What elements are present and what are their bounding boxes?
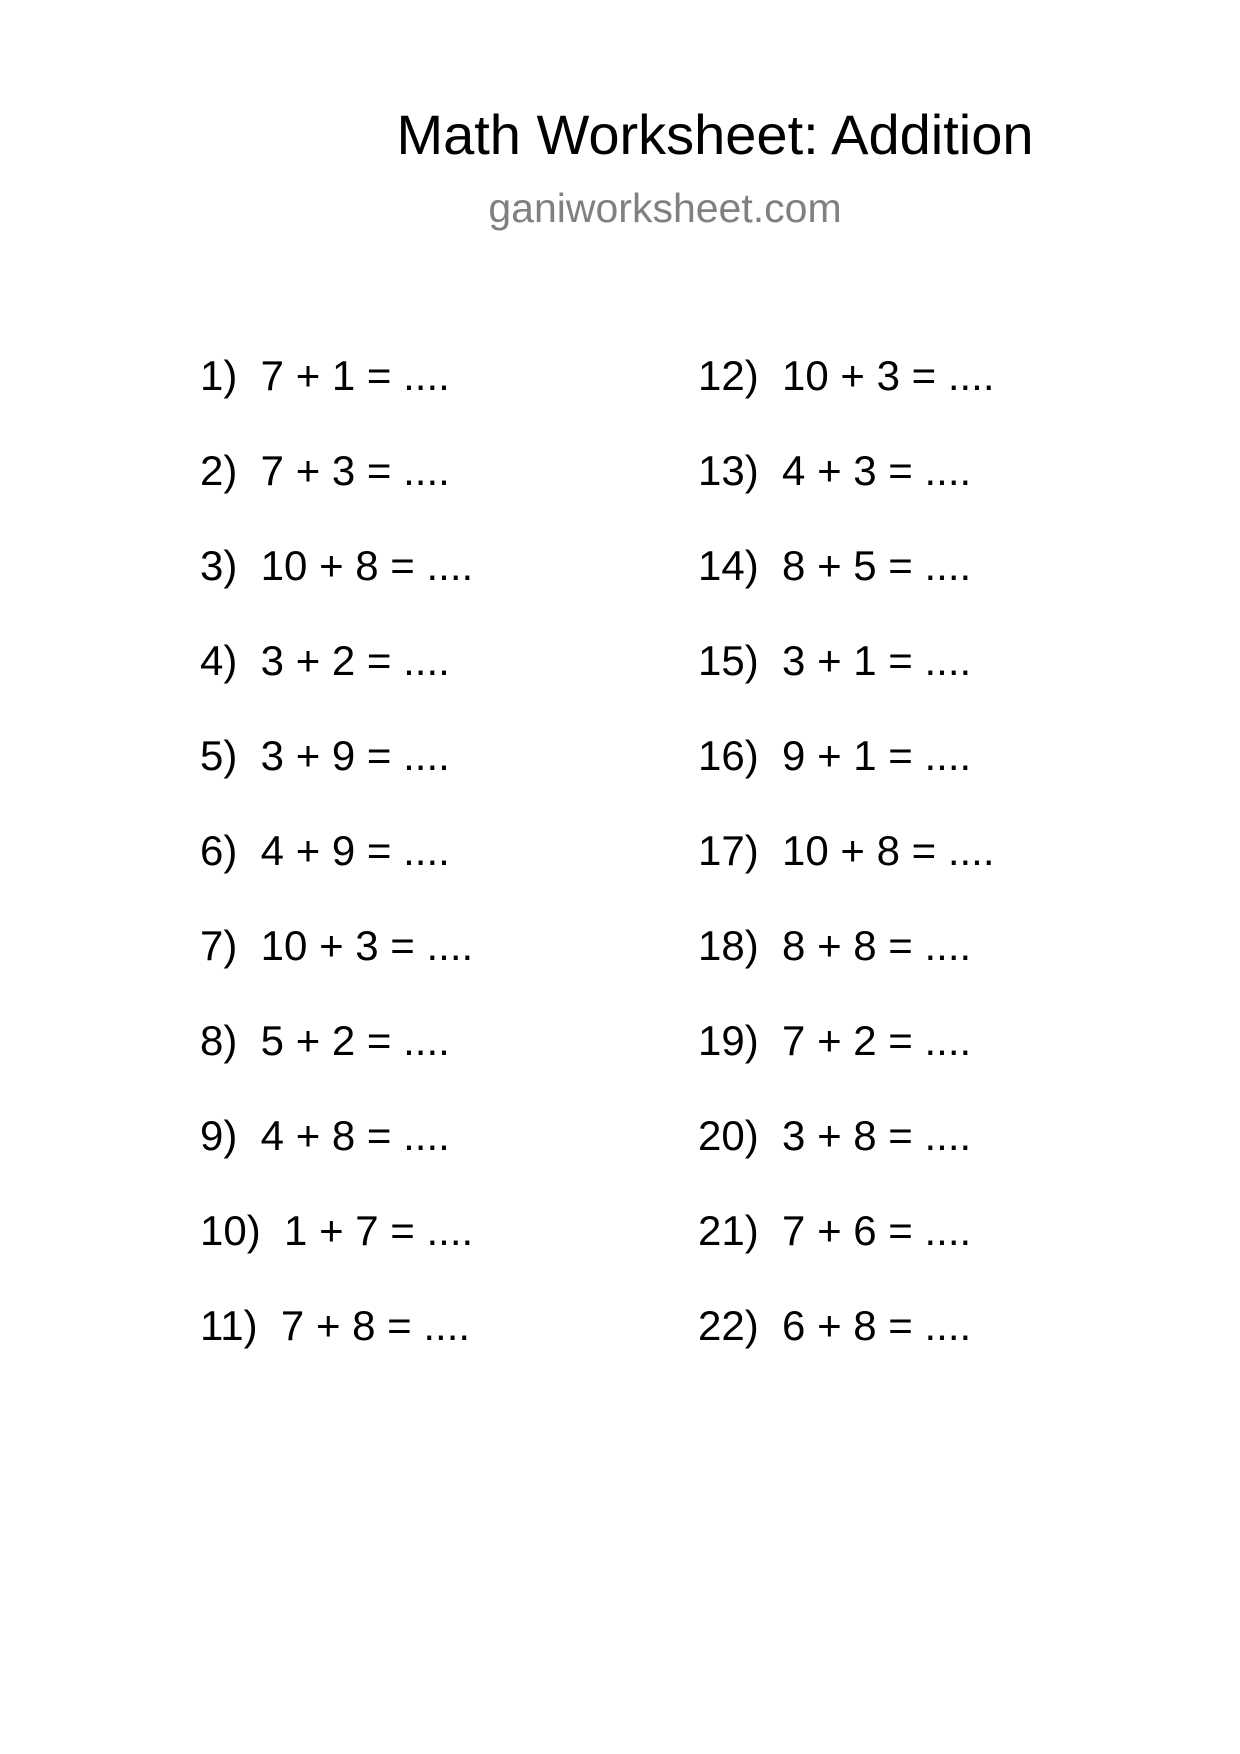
problem-20: 20) 3 + 8 = .... bbox=[698, 1112, 972, 1159]
page-title-text: Math Worksheet: Addition bbox=[396, 103, 1034, 166]
problem-17: 17) 10 + 8 = .... bbox=[698, 827, 995, 874]
problem-12: 12) 10 + 3 = .... bbox=[698, 352, 995, 399]
problem-14: 14) 8 + 5 = .... bbox=[698, 542, 972, 589]
problem-3: 3) 10 + 8 = .... bbox=[200, 542, 474, 589]
problem-10: 10) 1 + 7 = .... bbox=[200, 1207, 474, 1254]
problem-22: 22) 6 + 8 = .... bbox=[698, 1302, 972, 1349]
problem-16: 16) 9 + 1 = .... bbox=[698, 732, 972, 779]
page-subtitle-text: ganiworksheet.com bbox=[488, 185, 842, 231]
problem-8: 8) 5 + 2 = .... bbox=[200, 1017, 450, 1064]
problem-9: 9) 4 + 8 = .... bbox=[200, 1112, 450, 1159]
problem-7: 7) 10 + 3 = .... bbox=[200, 922, 474, 969]
problem-2: 2) 7 + 3 = .... bbox=[200, 447, 450, 494]
problem-6: 6) 4 + 9 = .... bbox=[200, 827, 450, 874]
problem-11: 11) 7 + 8 = .... bbox=[200, 1302, 471, 1349]
problem-13: 13) 4 + 3 = .... bbox=[698, 447, 972, 494]
problem-4: 4) 3 + 2 = .... bbox=[200, 637, 450, 684]
problem-21: 21) 7 + 6 = .... bbox=[698, 1207, 972, 1254]
problem-19: 19) 7 + 2 = .... bbox=[698, 1017, 972, 1064]
problem-18: 18) 8 + 8 = .... bbox=[698, 922, 972, 969]
problem-1: 1) 7 + 1 = .... bbox=[200, 352, 450, 399]
page-subtitle bbox=[0, 183, 1240, 233]
problem-15: 15) 3 + 1 = .... bbox=[698, 637, 972, 684]
problems-left-column bbox=[200, 351, 473, 1396]
page-title bbox=[0, 100, 1240, 170]
problems-right-column bbox=[698, 351, 995, 1396]
problem-5: 5) 3 + 9 = .... bbox=[200, 732, 450, 779]
